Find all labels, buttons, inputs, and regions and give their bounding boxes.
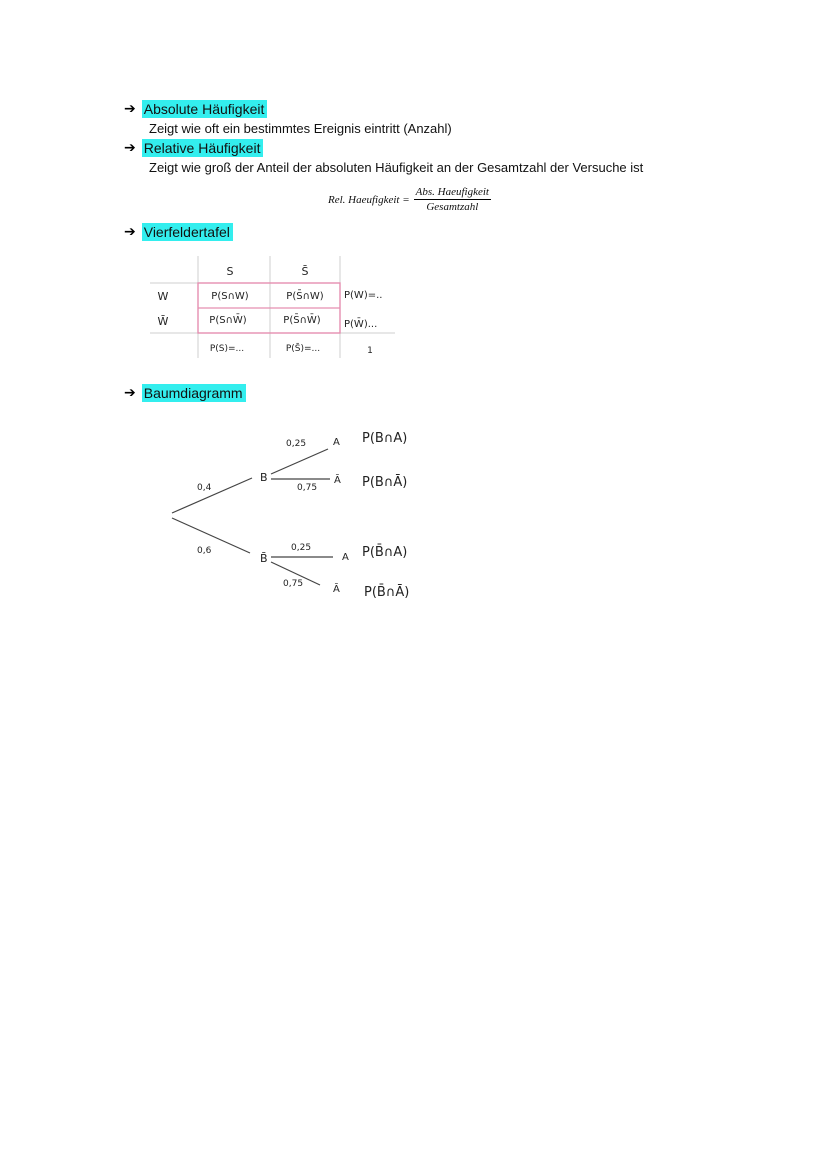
cell-p-w: P(W)=..	[344, 290, 383, 301]
heading-relative-label: Relative Häufigkeit	[142, 139, 264, 157]
branch-b	[172, 478, 252, 513]
heading-baum-label: Baumdiagramm	[142, 384, 246, 402]
vierfeld-grid	[150, 256, 395, 358]
prob-b: 0,4	[197, 483, 212, 493]
node-abar-1: Ā	[334, 475, 341, 486]
node-abar-2: Ā	[333, 584, 340, 595]
node-a-2: A	[342, 552, 349, 563]
branch-b-a	[271, 449, 328, 474]
cell-s-wbar: P(S∩W̄)	[209, 315, 247, 326]
col-header-s-bar: S̄	[301, 265, 309, 278]
result-bbar-a: P(B̄∩A)	[362, 545, 408, 560]
row-header-w-bar: W̄	[157, 315, 169, 328]
desc-relative: Zeigt wie groß der Anteil der absoluten Häufigkeit an der Gesamtzahl der Versuche ist	[149, 160, 644, 175]
prob-bbar: 0,6	[197, 546, 212, 556]
formula-denominator: Gesamtzahl	[426, 201, 479, 213]
result-bbar-abar: P(B̄∩Ā)	[364, 585, 410, 600]
formula-numerator: Abs. Haeufigkeit	[415, 186, 489, 198]
footer-p-s: P(S)=...	[209, 344, 245, 354]
node-a-1: A	[333, 437, 340, 448]
row-header-w: W	[157, 290, 169, 303]
heading-absolute-label: Absolute Häufigkeit	[142, 100, 268, 118]
footer-total: 1	[367, 346, 373, 356]
col-header-s: S	[226, 265, 234, 278]
prob-b-abar: 0,75	[297, 483, 318, 493]
heading-baum	[124, 384, 246, 402]
arrow-right-icon: ➔	[124, 140, 136, 156]
result-b-abar: P(B∩Ā)	[362, 475, 408, 490]
prob-bbar-a: 0,25	[291, 543, 312, 553]
cell-s-w: P(S∩W)	[211, 291, 249, 302]
cell-p-wbar: P(W̄)...	[344, 319, 378, 330]
node-b: B	[260, 471, 268, 484]
prob-bbar-abar: 0,75	[283, 579, 304, 589]
prob-b-a: 0,25	[286, 439, 307, 449]
cell-sbar-w: P(S̄∩W)	[286, 291, 324, 302]
arrow-right-icon: ➔	[124, 224, 136, 240]
desc-absolute: Zeigt wie oft ein bestimmtes Ereignis eintritt (Anzahl)	[149, 121, 452, 136]
tree-branches	[172, 449, 333, 585]
result-b-a: P(B∩A)	[362, 431, 408, 446]
footer-p-sbar: P(S̄)=...	[285, 344, 321, 354]
heading-vierfeld-label: Vierfeldertafel	[142, 223, 233, 241]
arrow-right-icon: ➔	[124, 101, 136, 117]
arrow-right-icon: ➔	[124, 385, 136, 401]
node-bbar: B̄	[260, 552, 268, 565]
formula-lhs: Rel. Haeufigkeit =	[328, 193, 410, 206]
cell-sbar-wbar: P(S̄∩W̄)	[283, 315, 321, 326]
